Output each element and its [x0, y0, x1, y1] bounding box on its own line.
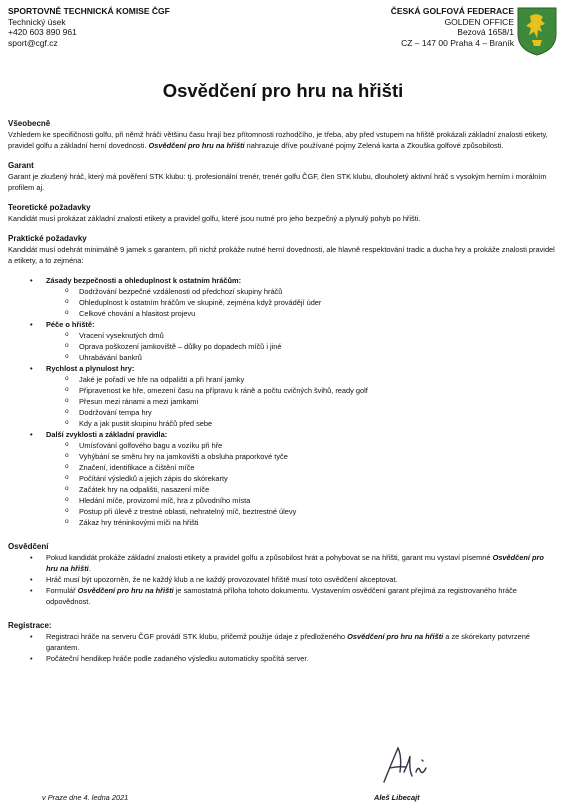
list-item: o Přesun mezi ránami a mezi jamkami	[8, 396, 556, 407]
sender-dept: Technický úsek	[8, 16, 66, 27]
theory-heading: Teoretické požadavky	[8, 203, 91, 212]
signatory-name: Aleš Libecajt	[374, 793, 420, 802]
list-item: o Uhrabávání bankrů	[8, 352, 556, 363]
list-item: o Oprava poškození jamkoviště – důlky po dopadech míčů i jiné	[8, 341, 556, 352]
garant-heading: Garant	[8, 161, 34, 170]
list-item: o Připravenost ke hře, omezení času na přípravu k ráně a počtu cvičných švihů, ready golf	[8, 385, 556, 396]
sender-email: sport@cgf.cz	[8, 37, 58, 48]
list-item: o Počítání výsledků a jejich zápis do skórekarty	[8, 473, 556, 484]
group-label-safety: • Zásady bezpečnosti a ohleduplnost k ostatním hráčům:	[8, 275, 556, 286]
registration-bullet-2: • Počáteční hendikep hráče podle zadaného výsledku automaticky spočítá server.	[8, 653, 556, 664]
document-date: v Praze dne 4. ledna 2021	[42, 793, 129, 802]
list-item: o Vyhýbání se směru hry na jamkovišti a obsluha praporkové tyče	[8, 451, 556, 462]
document-body	[8, 118, 556, 664]
federation-city: CZ – 147 00 Praha 4 – Braník	[401, 37, 514, 48]
practice-text: Kandidát musí odehrát minimálně 9 jamek s garantem, při nichž prokáže nutné herní dovednosti, ale hlavně respektování tradic a ducha hry a prokáže znalosti pravidel a etikety, a to zejména:	[8, 245, 555, 265]
list-item: o Umísťování golfového bagu a vozíku při hře	[8, 440, 556, 451]
group-label-rules: • Další zvyklosti a základní pravidla:	[8, 429, 556, 440]
federation-logo-icon	[516, 6, 558, 56]
federation-block	[391, 6, 514, 48]
practice-heading: Praktické požadavky	[8, 234, 87, 243]
list-item: o Jaké je pořadí ve hře na odpališti a při hraní jamky	[8, 374, 556, 385]
federation-street: Bezová 1658/1	[457, 27, 514, 38]
registration-bullet-1: • Registraci hráče na serveru ČGF provádí STK klubu, přičemž použije údaje z předloženého Osvědčení pro hru na hřišti a ze skórekarty potvrzené garantem.	[8, 631, 556, 653]
list-item: o Ohleduplnost k ostatním hráčům ve skupině, zejména když provádějí úder	[8, 297, 556, 308]
certificate-bullet-2: • Hráč musí být upozorněn, že ne každý klub a ne každý provozovatel hřiště musí toto osvědčení akceptovat.	[8, 574, 556, 585]
certificate-bullet-3: • Formulář Osvědčení pro hru na hřišti je samostatná příloha tohoto dokumentu. Vystavením osvědčení garant přejímá za registrovaného hráče odpovědnost.	[8, 585, 556, 607]
list-item: o Postup při úlevě z trestné oblasti, nehratelný míč, beztrestné úlevy	[8, 506, 556, 517]
group-label-course-care: • Péče o hřiště:	[8, 319, 556, 330]
theory-text: Kandidát musí prokázat základní znalosti etikety a pravidel golfu, které jsou nutné pro jeho bezpečný a plynulý pohyb po hřišti.	[8, 214, 421, 223]
list-item: o Celkové chování a hlasitost projevu	[8, 308, 556, 319]
list-item: o Značení, identifikace a čištění míče	[8, 462, 556, 473]
document-title: Osvědčení pro hru na hřišti	[162, 80, 404, 101]
intro-text: Vzhledem ke specifičnosti golfu, při němž hráči většinu času hrají bez přítomnosti rozhodčího, je třeba, aby před vstupem na hřiště prokázali základní znalosti etikety, pravidel golfu a základní herní dovednosti. Osvědčení pro hru na hřišti nahrazuje dříve používané pojmy Zelená karta a Zkouška golfové způsobilosti.	[8, 130, 548, 150]
list-item: o Kdy a jak pustit skupinu hráčů před sebe	[8, 418, 556, 429]
certificate-heading: Osvědčení	[8, 542, 49, 551]
handwritten-signature-icon	[378, 742, 438, 788]
list-item: o Začátek hry na odpališti, nasazení míče	[8, 484, 556, 495]
federation-office: GOLDEN OFFICE	[444, 16, 514, 27]
garant-text: Garant je zkušený hráč, který má pověření STK klubu: tj. profesionální trenér, trenér golfu ČGF, člen STK klubu, dlouholetý aktivní hráč s vysokým herním i morálním profilem aj.	[8, 172, 547, 192]
registration-heading: Registrace:	[8, 621, 52, 630]
group-label-pace: • Rychlost a plynulost hry:	[8, 363, 556, 374]
list-item: o Hledání míče, provizorní míč, hra z původního místa	[8, 495, 556, 506]
intro-heading: Všeobecně	[8, 119, 51, 128]
certificate-bullet-1: • Pokud kandidát prokáže základní znalosti etikety a pravidel golfu a způsobilost hrát a pohybovat se na hřišti, garant mu vystaví písemné Osvědčení pro hru na hřišti.	[8, 552, 556, 574]
list-item: o Zákaz hry tréninkovými míči na hřišti	[8, 517, 556, 528]
sender-phone: +420 603 890 961	[8, 27, 77, 38]
sender-org: SPORTOVNĚ TECHNICKÁ KOMISE ČGF	[8, 6, 170, 16]
list-item: o Dodržování tempa hry	[8, 407, 556, 418]
federation-name: ČESKÁ GOLFOVÁ FEDERACE	[390, 6, 514, 16]
sender-block	[8, 6, 170, 48]
list-item: o Dodržování bezpečné vzdálenosti od předchozí skupiny hráčů	[8, 286, 556, 297]
list-item: o Vracení vyseknutých drnů	[8, 330, 556, 341]
